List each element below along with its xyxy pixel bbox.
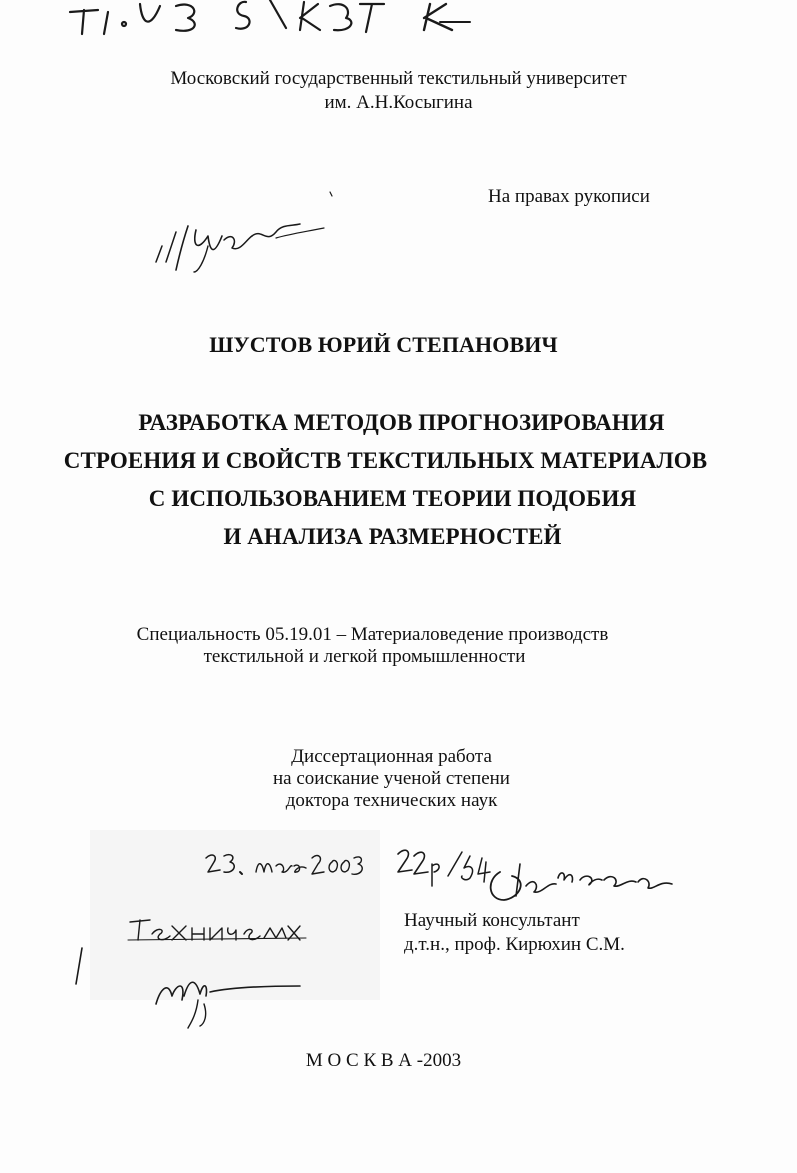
title-line-4: И АНАЛИЗА РАЗМЕРНОСТЕЙ [223,524,562,549]
dissertation-type: Диссертационная работа [291,746,492,767]
consultant-name: д.т.н., проф. Кирюхин С.М. [404,934,625,955]
city-year-block [0,1050,782,1072]
consultant-block [404,910,625,956]
consultant-signature [491,864,672,900]
secondary-signature [156,982,300,1028]
title-line-1: РАЗРАБОТКА МЕТОДОВ ПРОГНОЗИРОВАНИЯ [138,410,665,435]
city-year: М О С К В А -2003 [305,1050,462,1071]
title-line-3: С ИСПОЛЬЗОВАНИЕМ ТЕОРИИ ПОДОБИЯ [148,486,637,511]
manuscript-note: На правах рукописи [488,186,650,207]
title-line-2: СТРОЕНИЯ И СВОЙСТВ ТЕКСТИЛЬНЫХ МАТЕРИАЛОВ [63,448,708,473]
consultant-label: Научный консультант [404,910,580,931]
university-named-after: им. А.Н.Косыгина [324,92,473,113]
specialty-line-2: текстильной и легкой промышленности [203,646,526,667]
dissertation-degree: на соискание ученой степени [273,768,510,789]
dissertation-field: доктора технических наук [285,790,498,811]
specialty-line-1: Специальность 05.19.01 – Материаловедение производств [136,624,609,645]
author-name: ШУСТОВ ЮРИЙ СТЕПАНОВИЧ [209,332,558,357]
handwritten-word [76,920,306,984]
handwritten-register-number [398,850,490,886]
handwritten-date [206,855,362,875]
university-name: Московский государственный текстильный университет [170,68,627,89]
